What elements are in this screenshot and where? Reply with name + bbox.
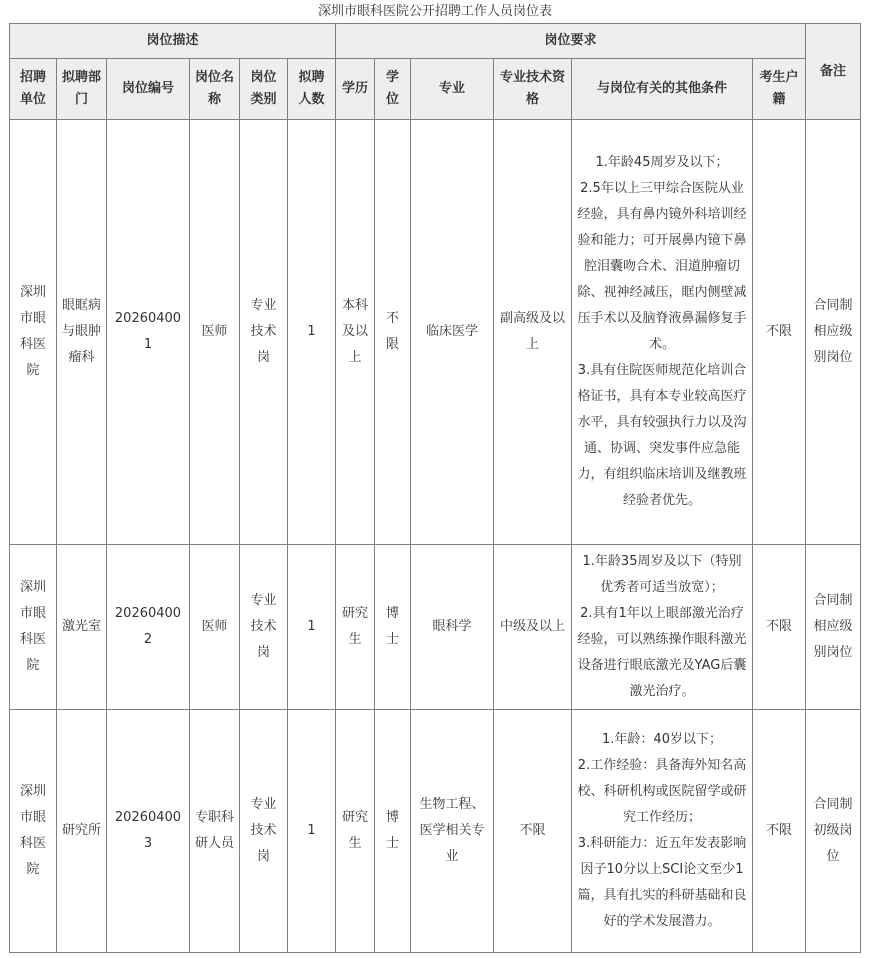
cell-conditions bbox=[572, 545, 753, 710]
table-row bbox=[10, 120, 861, 545]
cell-degree: 博士 bbox=[375, 545, 411, 710]
condition-item: 1.年龄：40岁以下； bbox=[602, 732, 722, 747]
cell-count: 1 bbox=[288, 545, 336, 710]
cell-position: 医师 bbox=[190, 120, 240, 545]
column-header-count: 拟聘人数 bbox=[288, 59, 336, 120]
cell-category: 专业技术岗 bbox=[240, 120, 288, 545]
column-header-conditions: 与岗位有关的其他条件 bbox=[572, 59, 753, 120]
cell-conditions bbox=[572, 710, 753, 953]
table-row bbox=[10, 545, 861, 710]
cell-category: 专业技术岗 bbox=[240, 710, 288, 953]
column-header-degree: 学位 bbox=[375, 59, 411, 120]
cell-residence: 不限 bbox=[753, 120, 806, 545]
cell-department: 眼眶病与眼肿瘤科 bbox=[57, 120, 107, 545]
cell-remark: 合同制相应级别岗位 bbox=[806, 120, 861, 545]
cell-remark: 合同制相应级别岗位 bbox=[806, 545, 861, 710]
column-header-qualification: 专业技术资格 bbox=[494, 59, 572, 120]
column-header-residence: 考生户籍 bbox=[753, 59, 806, 120]
column-header-code: 岗位编号 bbox=[107, 59, 190, 120]
cell-department: 激光室 bbox=[57, 545, 107, 710]
cell-qualification: 副高级及以上 bbox=[494, 120, 572, 545]
cell-major: 临床医学 bbox=[411, 120, 494, 545]
cell-unit: 深圳市眼科医院 bbox=[10, 545, 57, 710]
cell-residence: 不限 bbox=[753, 545, 806, 710]
cell-unit: 深圳市眼科医院 bbox=[10, 120, 57, 545]
cell-residence: 不限 bbox=[753, 710, 806, 953]
cell-code: 202604001 bbox=[107, 120, 190, 545]
condition-item: 2.具有1年以上眼部激光治疗经验，可以熟练操作眼科激光设备进行眼底激光及YAG后囊激光治疗。 bbox=[577, 606, 747, 699]
cell-education: 本科及以上 bbox=[336, 120, 375, 545]
column-header-education: 学历 bbox=[336, 59, 375, 120]
condition-item: 2.工作经验：具备海外知名高校、科研机构或医院留学或研究工作经历； bbox=[577, 758, 747, 825]
cell-education: 研究生 bbox=[336, 710, 375, 953]
column-header-department: 拟聘部门 bbox=[57, 59, 107, 120]
recruitment-table bbox=[9, 23, 861, 953]
cell-conditions bbox=[572, 120, 753, 545]
column-header-position: 岗位名称 bbox=[190, 59, 240, 120]
cell-major: 眼科学 bbox=[411, 545, 494, 710]
cell-qualification: 中级及以上 bbox=[494, 545, 572, 710]
column-header-remarks: 备注 bbox=[806, 24, 861, 120]
cell-major: 生物工程、医学相关专业 bbox=[411, 710, 494, 953]
cell-degree: 博士 bbox=[375, 710, 411, 953]
cell-category: 专业技术岗 bbox=[240, 545, 288, 710]
group-header-description: 岗位描述 bbox=[10, 24, 336, 59]
cell-unit: 深圳市眼科医院 bbox=[10, 710, 57, 953]
condition-item: 1.年龄45周岁及以下； bbox=[595, 155, 729, 170]
cell-remark: 合同制初级岗位 bbox=[806, 710, 861, 953]
column-header-unit: 招聘单位 bbox=[10, 59, 57, 120]
condition-item: 3.具有住院医师规范化培训合格证书，具有本专业较高医疗水平，具有较强执行力以及沟通、协调、突发事件应急能力，有组织临床培训及继教班经验者优先。 bbox=[577, 363, 747, 508]
cell-position: 专职科研人员 bbox=[190, 710, 240, 953]
page-title: 深圳市眼科医院公开招聘工作人员岗位表 bbox=[317, 4, 552, 19]
cell-department: 研究所 bbox=[57, 710, 107, 953]
cell-code: 202604003 bbox=[107, 710, 190, 953]
column-header-major: 专业 bbox=[411, 59, 494, 120]
cell-code: 202604002 bbox=[107, 545, 190, 710]
cell-position: 医师 bbox=[190, 545, 240, 710]
cell-count: 1 bbox=[288, 710, 336, 953]
table-row bbox=[10, 710, 861, 953]
column-header-row bbox=[10, 59, 861, 120]
cell-qualification: 不限 bbox=[494, 710, 572, 953]
cell-degree: 不限 bbox=[375, 120, 411, 545]
group-header-requirements: 岗位要求 bbox=[336, 24, 806, 59]
column-header-category: 岗位类别 bbox=[240, 59, 288, 120]
condition-item: 3.科研能力：近五年发表影响因子10分以上SCI论文至少1篇，具有扎实的科研基础和良好的学术发展潜力。 bbox=[577, 836, 747, 929]
cell-education: 研究生 bbox=[336, 545, 375, 710]
cell-count: 1 bbox=[288, 120, 336, 545]
group-header-row bbox=[10, 24, 861, 59]
condition-item: 2.5年以上三甲综合医院从业经验，具有鼻内镜外科培训经验和能力；可开展鼻内镜下鼻腔泪囊吻合术、泪道肿瘤切除、视神经减压，眶内侧壁减压手术以及脑脊液鼻漏修复手术。 bbox=[577, 181, 747, 352]
condition-item: 1.年龄35周岁及以下（特别优秀者可适当放宽）； bbox=[582, 554, 742, 595]
